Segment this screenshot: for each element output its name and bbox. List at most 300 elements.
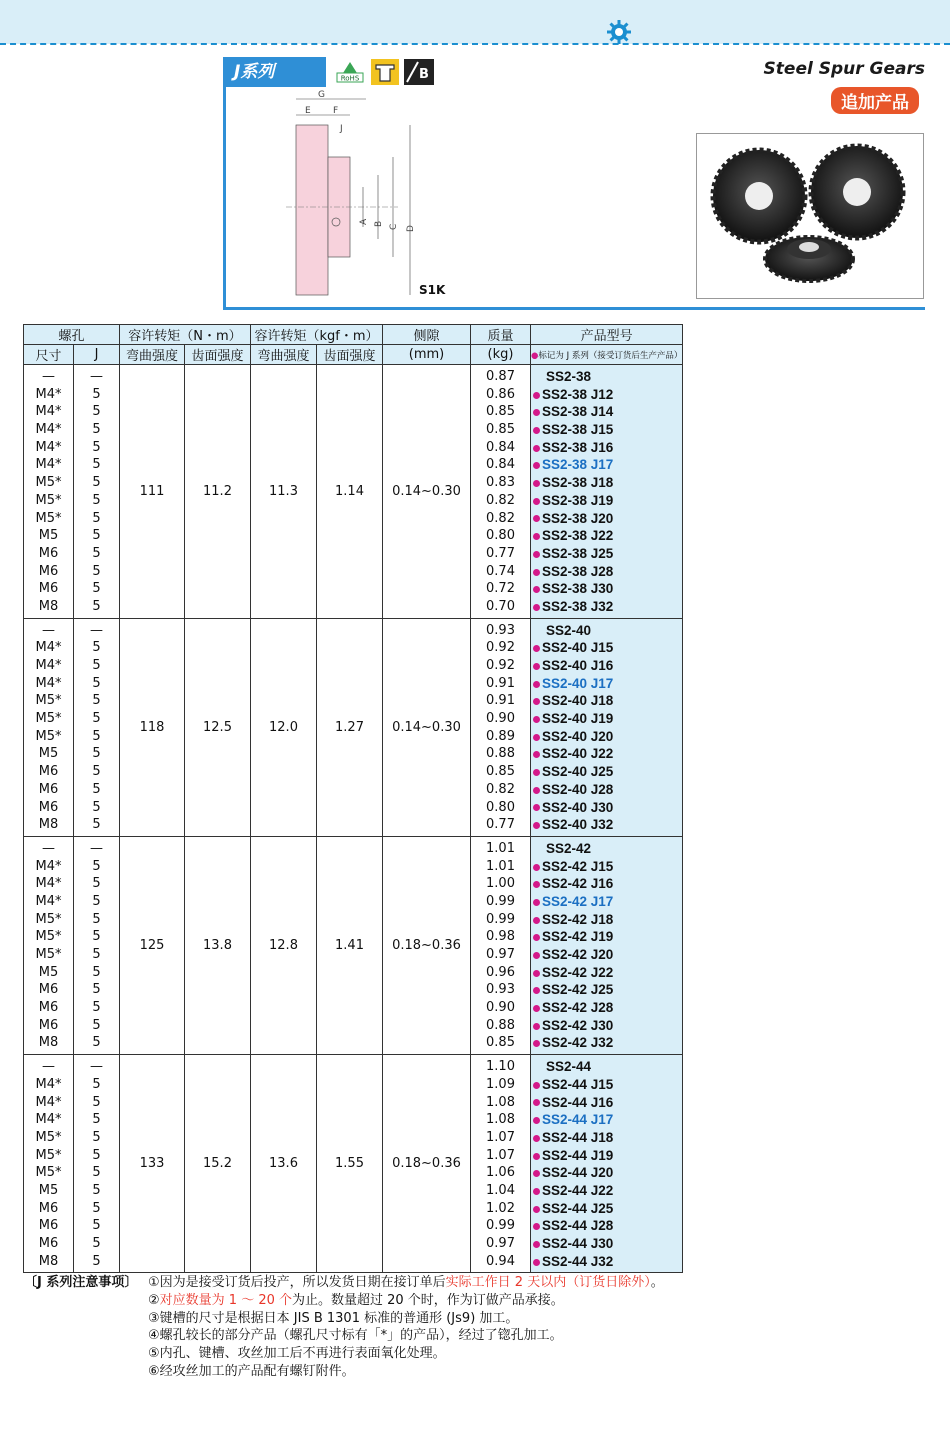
made-to-order-dot xyxy=(533,1005,540,1012)
hole-size-value: M4* xyxy=(35,386,62,402)
series-label: J系列 xyxy=(226,57,326,87)
model-text: SS2-40 J25 xyxy=(542,764,614,780)
header-backlash: 侧隙 xyxy=(383,325,471,345)
subheader-face-kgf: 齿面强度 xyxy=(317,345,383,365)
hole-size-value: M6 xyxy=(38,581,59,597)
svg-text:B: B xyxy=(374,220,384,227)
bending-strength-nm: 125 xyxy=(120,836,185,1054)
mass-value: 0.87 xyxy=(486,369,515,384)
hole-size-value: M5* xyxy=(35,1129,62,1145)
model-column xyxy=(531,365,683,619)
made-to-order-dot xyxy=(533,881,540,888)
mass xyxy=(471,836,531,1054)
j-value-value: 5 xyxy=(92,1165,101,1181)
model-number xyxy=(531,675,682,693)
j-value-value: 5 xyxy=(92,764,101,780)
made-to-order-dot xyxy=(533,1099,540,1106)
model-text: SS2-38 J20 xyxy=(542,510,614,526)
j-value-value: 5 xyxy=(92,929,101,945)
top-divider xyxy=(0,43,950,45)
j-value-value: — xyxy=(90,1059,103,1075)
made-to-order-dot xyxy=(533,769,540,776)
model-number xyxy=(531,622,682,640)
j-value xyxy=(74,836,120,1054)
model-number xyxy=(531,474,682,492)
mass-value: 1.07 xyxy=(486,1129,515,1145)
mass xyxy=(471,1055,531,1273)
mass-value: 0.82 xyxy=(486,492,515,508)
hole-size-value: M4* xyxy=(35,1112,62,1128)
mass-value: 1.01 xyxy=(486,840,515,856)
mass-value: 1.07 xyxy=(486,1147,515,1163)
model-number xyxy=(531,368,682,386)
j-value-value: 5 xyxy=(92,876,101,892)
svg-text:RoHS: RoHS xyxy=(340,74,360,83)
model-text: SS2-44 J32 xyxy=(542,1253,614,1269)
header-torque-kgf: 容许转矩（kgf・m） xyxy=(251,325,383,345)
j-value-value: 5 xyxy=(92,386,101,402)
j-value-value: 5 xyxy=(92,1000,101,1016)
model-text: SS2-42 J30 xyxy=(542,1017,614,1033)
model-number xyxy=(531,781,682,799)
made-to-order-dot xyxy=(533,787,540,794)
model-text: SS2-38 J12 xyxy=(542,386,614,402)
surface-strength-kgf: 1.27 xyxy=(317,618,383,836)
j-value-value: 5 xyxy=(92,1017,101,1033)
j-value-value: 5 xyxy=(92,982,101,998)
table-row-group xyxy=(24,1055,683,1273)
new-product-badge: 追加产品 xyxy=(831,87,919,114)
subheader-backlash: (mm) xyxy=(383,345,471,365)
mass-value: 1.01 xyxy=(486,858,515,874)
model-number xyxy=(531,1164,682,1182)
hole-size xyxy=(24,365,74,619)
model-number xyxy=(531,1182,682,1200)
made-to-order-dot xyxy=(533,498,540,505)
hole-size-value: M8 xyxy=(38,598,59,614)
hole-size-value: M5* xyxy=(35,711,62,727)
model-number xyxy=(531,1111,682,1129)
made-to-order-dot xyxy=(533,751,540,758)
hole-size xyxy=(24,1055,74,1273)
j-value-value: 5 xyxy=(92,422,101,438)
model-number xyxy=(531,492,682,510)
model-text: SS2-44 J30 xyxy=(542,1236,614,1251)
model-number xyxy=(531,1235,682,1253)
mass-value: 0.80 xyxy=(486,528,515,544)
subheader-mass: (kg) xyxy=(471,345,531,365)
frame-left xyxy=(223,57,226,310)
mass-value: 0.93 xyxy=(486,622,515,638)
gear-icon xyxy=(607,20,631,44)
model-text: SS2-42 J28 xyxy=(542,1000,614,1016)
made-to-order-dot xyxy=(533,934,540,941)
model-number xyxy=(531,545,682,563)
hole-size-value: M4* xyxy=(35,457,62,473)
hole-size-value: M6 xyxy=(38,563,59,579)
hole-size-value: M4* xyxy=(35,1094,62,1110)
svg-text:C: C xyxy=(389,223,399,230)
surface-strength-nm: 15.2 xyxy=(185,1055,251,1273)
model-text: SS2-38 J19 xyxy=(542,492,614,508)
model-text: SS2-42 J25 xyxy=(542,982,614,998)
made-to-order-dot xyxy=(533,427,540,434)
made-to-order-dot xyxy=(533,734,540,741)
note-4: ④螺孔较长的部分产品（螺孔尺寸标有「*」的产品），经过了锪孔加工。 xyxy=(148,1328,563,1344)
backlash: 0.14~0.30 xyxy=(383,618,471,836)
made-to-order-dot xyxy=(533,604,540,611)
model-text: SS2-40 J32 xyxy=(542,817,614,833)
j-value-value: 5 xyxy=(92,728,101,744)
made-to-order-dot xyxy=(533,1241,540,1248)
model-text: SS2-42 J32 xyxy=(542,1035,614,1051)
svg-text:J: J xyxy=(340,124,343,134)
model-number xyxy=(531,1200,682,1218)
model-number xyxy=(531,1058,682,1076)
mass-value: 0.94 xyxy=(486,1253,515,1269)
table-row-group xyxy=(24,836,683,1054)
made-to-order-dot xyxy=(533,586,540,593)
j-value-value: 5 xyxy=(92,893,101,909)
subheader-size: 尺寸 xyxy=(24,345,74,365)
subheader-bend-nm: 弯曲强度 xyxy=(120,345,185,365)
model-number xyxy=(531,946,682,964)
mass-value: 0.99 xyxy=(486,1218,515,1234)
hole-size-value: M5* xyxy=(35,1147,62,1163)
model-number xyxy=(531,875,682,893)
table-body xyxy=(24,365,683,1273)
mass-value: 0.90 xyxy=(486,1000,515,1016)
svg-text:F: F xyxy=(333,106,339,116)
model-number xyxy=(531,999,682,1017)
mass-value: 0.97 xyxy=(486,947,515,962)
hole-size-value: M6 xyxy=(38,1000,59,1016)
bending-strength-kgf: 12.0 xyxy=(251,618,317,836)
hole-size-value: M5 xyxy=(38,1182,59,1198)
j-value-value: 5 xyxy=(92,911,101,927)
hole-size-value: M6 xyxy=(38,545,59,561)
model-text: SS2-38 J17 xyxy=(542,457,614,473)
mass xyxy=(471,365,531,619)
model-text: SS2-40 J17 xyxy=(542,675,614,691)
model-number xyxy=(531,692,682,710)
made-to-order-dot xyxy=(533,822,540,829)
model-number xyxy=(531,598,682,616)
hole-size-value: M8 xyxy=(38,1035,59,1051)
top-band xyxy=(0,0,950,44)
j-value-value: 5 xyxy=(92,581,101,597)
hole-size-value: M4* xyxy=(35,858,62,874)
mass-value: 0.96 xyxy=(486,964,515,980)
model-text: SS2-40 J22 xyxy=(542,746,614,762)
j-value-value: 5 xyxy=(92,492,101,508)
model-text: SS2-40 xyxy=(546,622,592,638)
model-number xyxy=(531,816,682,834)
model-text: SS2-44 J20 xyxy=(542,1165,614,1181)
made-to-order-dot xyxy=(533,1023,540,1030)
mass-value: 0.97 xyxy=(486,1236,515,1251)
mass-value: 0.98 xyxy=(486,929,515,945)
header-mass: 质量 xyxy=(471,325,531,345)
model-number xyxy=(531,981,682,999)
made-to-order-dot xyxy=(533,1188,540,1195)
model-number xyxy=(531,456,682,474)
made-to-order-dot xyxy=(533,698,540,705)
mass-value: 0.91 xyxy=(486,693,515,709)
hole-size xyxy=(24,618,74,836)
j-value-value: 5 xyxy=(92,640,101,656)
model-text: SS2-38 J30 xyxy=(542,581,614,597)
made-to-order-dot xyxy=(533,1153,540,1160)
j-value-value: 5 xyxy=(92,510,101,526)
hole-size-value: M5 xyxy=(38,528,59,544)
mass-value: 0.70 xyxy=(486,598,515,614)
made-to-order-dot xyxy=(533,899,540,906)
hole-size-value: M6 xyxy=(38,1200,59,1216)
gear-profile-icon xyxy=(371,59,399,85)
made-to-order-dot xyxy=(533,681,540,688)
model-number xyxy=(531,1129,682,1147)
j-value-value: 5 xyxy=(92,947,101,962)
table-row-group xyxy=(24,365,683,619)
made-to-order-dot xyxy=(533,804,540,811)
model-number xyxy=(531,1217,682,1235)
title-english: Steel Spur Gears xyxy=(763,59,925,79)
hole-size-value: M5* xyxy=(35,929,62,945)
model-number xyxy=(531,1017,682,1035)
mass-value: 0.93 xyxy=(486,982,515,998)
hole-size-value: M4* xyxy=(35,404,62,420)
made-to-order-dot xyxy=(533,445,540,452)
model-text: SS2-42 xyxy=(546,840,592,856)
model-text: SS2-38 J32 xyxy=(542,598,614,614)
made-to-order-dot xyxy=(533,1135,540,1142)
hole-size-value: M6 xyxy=(38,1218,59,1234)
mass-value: 0.88 xyxy=(486,746,515,762)
j-value-value: — xyxy=(90,622,103,638)
made-to-order-dot xyxy=(533,1040,540,1047)
hole-size-value: M5* xyxy=(35,693,62,709)
made-to-order-dot xyxy=(533,533,540,540)
model-text: SS2-38 J18 xyxy=(542,475,614,491)
j-value-value: 5 xyxy=(92,1147,101,1163)
model-column xyxy=(531,1055,683,1273)
model-text: SS2-44 J16 xyxy=(542,1094,614,1110)
made-to-order-dot xyxy=(533,1170,540,1177)
bending-strength-kgf: 12.8 xyxy=(251,836,317,1054)
model-text: SS2-40 J30 xyxy=(542,799,614,815)
model-text: SS2-44 J28 xyxy=(542,1218,614,1234)
gears-image xyxy=(697,134,923,298)
hole-size-value: M5 xyxy=(38,964,59,980)
hole-size-value: M8 xyxy=(38,1253,59,1269)
model-number xyxy=(531,1253,682,1271)
model-number xyxy=(531,911,682,929)
header-hole: 螺孔 xyxy=(24,325,120,345)
mass-value: 0.84 xyxy=(486,439,515,455)
note-5: ⑤内孔、键槽、攻丝加工后不再进行表面氧化处理。 xyxy=(148,1346,446,1362)
j-value-value: 5 xyxy=(92,799,101,815)
svg-text:E: E xyxy=(305,106,311,116)
mass-value: 1.00 xyxy=(486,876,515,892)
mass-value: 0.77 xyxy=(486,545,515,561)
hole-size-value: M4* xyxy=(35,658,62,673)
j-value-value: 5 xyxy=(92,1094,101,1110)
made-to-order-dot xyxy=(533,1082,540,1089)
j-value-value: 5 xyxy=(92,404,101,420)
hole-size-value: M6 xyxy=(38,1236,59,1251)
mass-value: 0.91 xyxy=(486,675,515,691)
surface-strength-kgf: 1.14 xyxy=(317,365,383,619)
made-to-order-dot xyxy=(533,970,540,977)
mass-value: 1.08 xyxy=(486,1112,515,1128)
j-value-value: 5 xyxy=(92,1129,101,1145)
model-text: SS2-40 J15 xyxy=(542,640,614,656)
frame-bottom xyxy=(223,307,925,310)
surface-strength-kgf: 1.55 xyxy=(317,1055,383,1273)
mass-value: 0.84 xyxy=(486,457,515,473)
model-text: SS2-38 J16 xyxy=(542,439,614,455)
hole-size-value: — xyxy=(42,1059,55,1075)
j-value-value: 5 xyxy=(92,1200,101,1216)
hole-size-value: M5* xyxy=(35,911,62,927)
made-to-order-dot xyxy=(533,480,540,487)
model-number xyxy=(531,580,682,598)
mass-value: 0.72 xyxy=(486,581,515,597)
model-number xyxy=(531,710,682,728)
model-text: SS2-42 J16 xyxy=(542,876,614,892)
svg-text:D: D xyxy=(406,225,416,232)
model-number xyxy=(531,510,682,528)
mass-value: 0.85 xyxy=(486,422,515,438)
surface-strength-nm: 11.2 xyxy=(185,365,251,619)
j-value-value: 5 xyxy=(92,1236,101,1251)
hole-size-value: M4* xyxy=(35,439,62,455)
hole-size-value: M4* xyxy=(35,675,62,691)
j-value xyxy=(74,365,120,619)
model-text: SS2-44 J22 xyxy=(542,1182,614,1198)
model-text: SS2-44 J19 xyxy=(542,1147,614,1163)
bending-strength-nm: 118 xyxy=(120,618,185,836)
j-value-value: 5 xyxy=(92,658,101,673)
made-to-order-dot xyxy=(533,1223,540,1230)
hole-size-value: M5 xyxy=(38,746,59,762)
j-value xyxy=(74,1055,120,1273)
hole-size-value: — xyxy=(42,840,55,856)
j-value-value: 5 xyxy=(92,675,101,691)
hole-size-value: M6 xyxy=(38,1017,59,1033)
mass-value: 0.86 xyxy=(486,386,515,402)
model-number xyxy=(531,745,682,763)
mass-value: 0.80 xyxy=(486,799,515,815)
model-number xyxy=(531,657,682,675)
made-to-order-dot xyxy=(533,864,540,871)
note-3: ③键槽的尺寸是根据日本 JIS B 1301 标准的普通形 (Js9) 加工。 xyxy=(148,1310,519,1326)
model-text: SS2-42 J22 xyxy=(542,964,614,980)
made-to-order-dot xyxy=(533,952,540,959)
model-number xyxy=(531,403,682,421)
model-text: SS2-40 J28 xyxy=(542,781,614,797)
model-number xyxy=(531,893,682,911)
table-row-group xyxy=(24,618,683,836)
j-value-value: 5 xyxy=(92,598,101,614)
made-to-order-dot xyxy=(533,917,540,924)
model-number xyxy=(531,1094,682,1112)
hole-size-value: M6 xyxy=(38,764,59,780)
j-value-value: 5 xyxy=(92,711,101,727)
made-to-order-dot xyxy=(533,987,540,994)
model-text: SS2-38 xyxy=(546,369,592,384)
model-number xyxy=(531,1147,682,1165)
made-to-order-dot xyxy=(533,515,540,522)
model-text: SS2-42 J18 xyxy=(542,911,614,927)
mass-value: 0.99 xyxy=(486,911,515,927)
model-number xyxy=(531,928,682,946)
j-value-value: 5 xyxy=(92,457,101,473)
note-1: ①因为是接受订货后投产，所以发货日期在接订单后实际工作日 2 天以内（订货日除外）。 xyxy=(148,1275,664,1290)
hole-size-value: M4* xyxy=(35,893,62,909)
model-text: SS2-38 J14 xyxy=(542,404,614,420)
mass-value: 1.02 xyxy=(486,1200,515,1216)
model-text: SS2-44 xyxy=(546,1059,592,1075)
hole-size xyxy=(24,836,74,1054)
model-number xyxy=(531,1076,682,1094)
note-6: ⑥经攻丝加工的产品配有螺钉附件。 xyxy=(148,1363,355,1379)
mass-value: 0.85 xyxy=(486,1035,515,1051)
backlash: 0.18~0.36 xyxy=(383,1055,471,1273)
made-to-order-dot xyxy=(533,551,540,558)
model-text: SS2-38 J25 xyxy=(542,545,614,561)
model-number xyxy=(531,563,682,581)
model-text: SS2-42 J19 xyxy=(542,929,614,945)
model-text: SS2-40 J20 xyxy=(542,728,614,744)
hole-size-value: — xyxy=(42,622,55,638)
made-to-order-dot xyxy=(533,716,540,723)
gear-drawing xyxy=(278,87,428,297)
bending-strength-nm: 133 xyxy=(120,1055,185,1273)
model-text: SS2-38 J28 xyxy=(542,563,614,579)
made-to-order-dot xyxy=(533,409,540,416)
made-to-order-dot xyxy=(533,1206,540,1213)
surface-strength-kgf: 1.41 xyxy=(317,836,383,1054)
black-oxide-icon xyxy=(404,59,434,85)
made-to-order-dot xyxy=(533,663,540,670)
model-text: SS2-38 J22 xyxy=(542,528,614,544)
mass-value: 0.74 xyxy=(486,563,515,579)
model-text: SS2-42 J17 xyxy=(542,893,614,909)
made-to-order-dot xyxy=(533,645,540,652)
model-column xyxy=(531,836,683,1054)
product-photo xyxy=(696,133,924,299)
j-value-value: 5 xyxy=(92,1112,101,1128)
header-model: 产品型号 xyxy=(531,325,683,345)
mass-value: 1.04 xyxy=(486,1182,515,1198)
model-text: SS2-44 J17 xyxy=(542,1112,614,1128)
svg-text:B: B xyxy=(419,67,429,82)
j-value-value: 5 xyxy=(92,1182,101,1198)
j-value-value: 5 xyxy=(92,1035,101,1051)
backlash: 0.18~0.36 xyxy=(383,836,471,1054)
mass-value: 0.77 xyxy=(486,817,515,833)
j-value xyxy=(74,618,120,836)
model-number xyxy=(531,386,682,404)
j-value-value: 5 xyxy=(92,746,101,762)
j-value-value: 5 xyxy=(92,545,101,561)
model-text: SS2-44 J18 xyxy=(542,1129,614,1145)
model-text: SS2-38 J15 xyxy=(542,422,614,438)
mass-value: 0.89 xyxy=(486,728,515,744)
hole-size-value: M5* xyxy=(35,475,62,491)
